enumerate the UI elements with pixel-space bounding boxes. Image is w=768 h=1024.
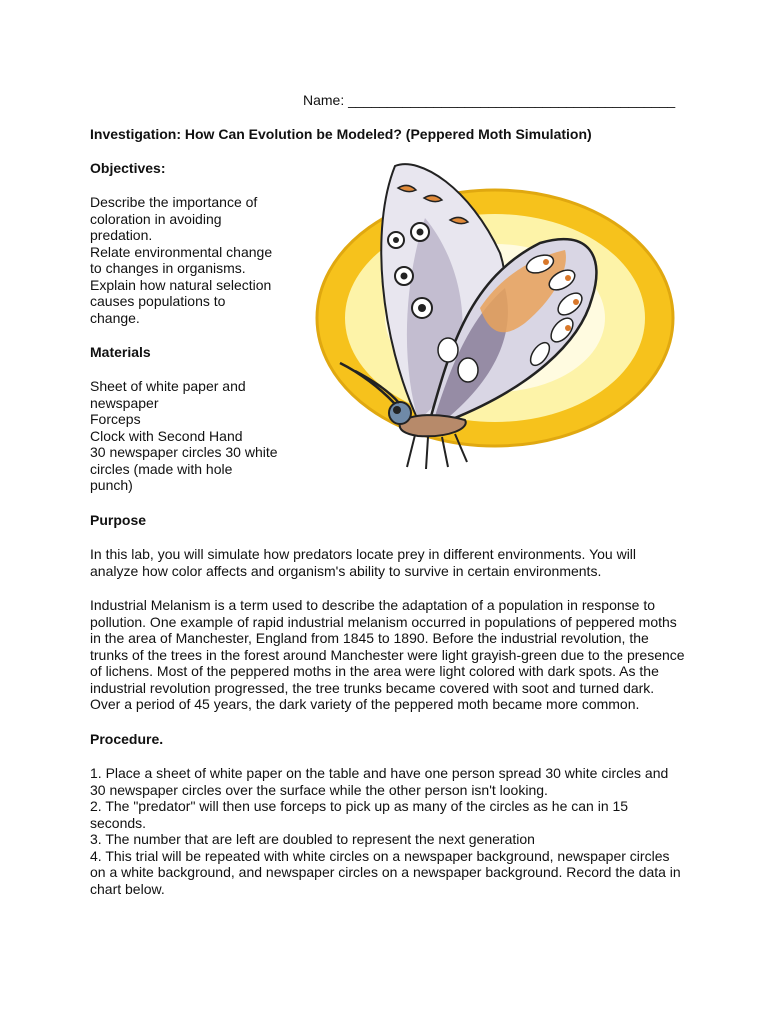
purpose-paragraph-2 [90, 597, 690, 713]
procedure-line: 4. This trial will be repeated with white circles on a newspaper background, newspaper circles [90, 847, 670, 864]
name-field-label: Name: __________________________________________ [303, 92, 676, 108]
materials-list [90, 378, 290, 494]
procedure-heading: Procedure. [90, 731, 164, 747]
materials-heading: Materials [90, 344, 151, 360]
objectives-line: coloration in avoiding [90, 210, 222, 227]
purpose-paragraph-1 [90, 546, 690, 579]
materials-line: Forceps [90, 411, 141, 427]
objectives-line: predation. [90, 227, 153, 243]
purpose-line: trunks of the trees in the forest around Manchester were light grayish-green due to the presence [90, 646, 685, 663]
objectives-list [90, 194, 290, 326]
materials-line: Sheet of white paper and [90, 378, 246, 394]
procedure-list [90, 765, 690, 897]
procedure-line: on a white background, and newspaper circles on a newspaper background. Record the data in [90, 864, 681, 880]
purpose-line: Over a period of 45 years, the dark variety of the peppered moth became more common. [90, 696, 640, 712]
purpose-line: pollution. One example of rapid industrial melanism occurred in populations of peppered moths [90, 613, 677, 630]
purpose-line: of lichens. Most of the peppered moths in the area were light colored with dark spots. As the [90, 663, 659, 679]
purpose-line: in the area of Manchester, England from 1845 to 1890. Before the industrial revolution, the [90, 630, 649, 646]
purpose-heading: Purpose [90, 512, 147, 528]
butterfly-head [389, 402, 411, 424]
materials-line: Clock with Second Hand [90, 427, 243, 444]
objectives-line: Explain how natural selection [90, 276, 272, 293]
objectives-line: causes populations to [90, 293, 226, 309]
objectives-line: Describe the importance of [90, 194, 258, 210]
procedure-line: 1. Place a sheet of white paper on the table and have one person spread 30 white circles and [90, 765, 669, 781]
objectives-line: change. [90, 309, 140, 326]
procedure-line: 2. The "predator" will then use forceps to pick up as many of the circles as he can in 15 [90, 798, 629, 814]
purpose-line: analyze how color affects and organism's ability to survive in certain environments. [90, 562, 602, 579]
purpose-line: In this lab, you will simulate how predators locate prey in different environments. You will [90, 546, 637, 562]
butterfly-eye [393, 406, 401, 414]
butterfly-illustration [300, 158, 690, 478]
materials-line: circles (made with hole [90, 460, 233, 477]
materials-line: 30 newspaper circles 30 white [90, 444, 278, 460]
procedure-line: chart below. [90, 880, 165, 897]
objectives-line: to changes in organisms. [90, 260, 246, 276]
document-title: Investigation: How Can Evolution be Modeled? (Peppered Moth Simulation) [90, 126, 592, 142]
procedure-line: seconds. [90, 814, 147, 831]
objectives-line: Relate environmental change [90, 243, 273, 260]
procedure-line: 3. The number that are left are doubled to represent the next generation [90, 831, 535, 847]
objectives-heading: Objectives: [90, 160, 166, 176]
procedure-line: 30 newspaper circles over the surface while the other person isn't looking. [90, 781, 548, 798]
materials-line: newspaper [90, 394, 159, 411]
purpose-line: Industrial Melanism is a term used to describe the adaptation of a population in response to [90, 597, 655, 613]
purpose-line: industrial revolution progressed, the tree trunks became covered with soot and turned dark. [90, 679, 655, 696]
materials-line: punch) [90, 477, 133, 493]
